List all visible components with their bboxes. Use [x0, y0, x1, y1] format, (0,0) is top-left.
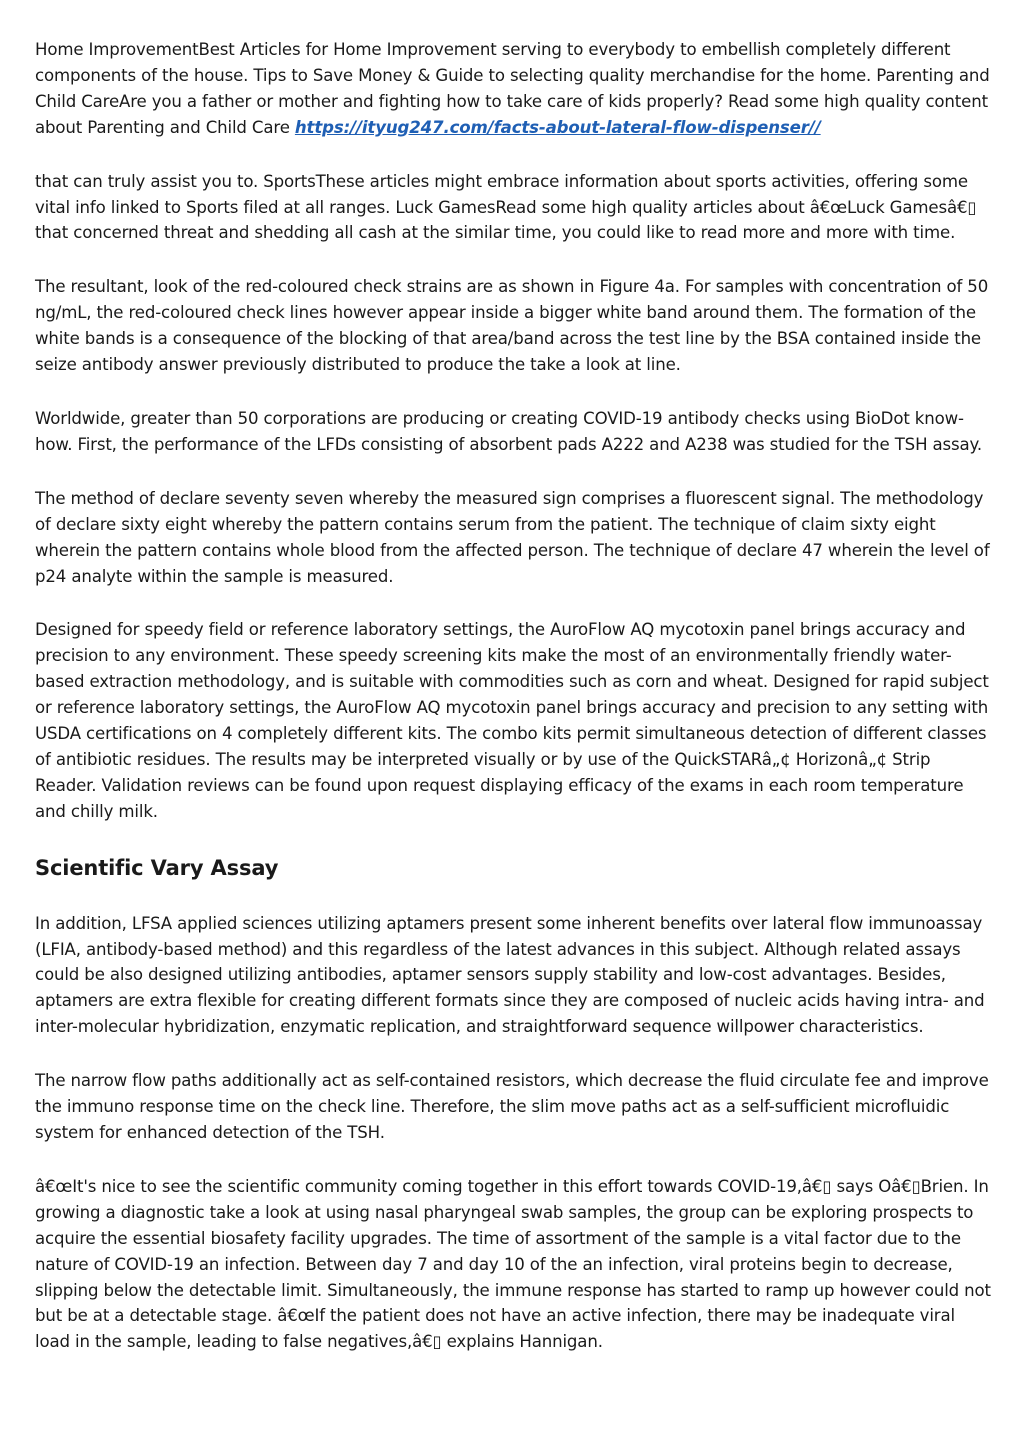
paragraph-claims: The method of declare seventy seven whereby the measured sign comprises a fluorescent signal. The methodology of declare sixty eight whereby the pattern contains serum from the patient. The technique of claim sixty eight wherein the pattern contains whole blood from the affected person. The technique of declare 47 wherein the level of p24 analyte within the sample is measured.: [35, 488, 990, 586]
paragraph-auroflow: Designed for speedy field or reference laboratory settings, the AuroFlow AQ mycotoxin panel brings accuracy and precision to any environment. These speedy screening kits make the most of an environmentally friendly water-based extraction methodology, and is suitable with commodities such as corn and wheat. Designed for rapid subject or reference laboratory settings, the AuroFlow AQ mycotoxin panel brings accuracy and precision to any setting with USDA certifications on 4 completely different kits. The combo kits permit simultaneous detection of different classes of antibiotic residues. The results may be interpreted visually or by use of the QuickSTARâ„¢ Horizonâ„¢ Strip Reader. Validation reviews can be found upon request displaying efficacy of the exams in each room temperature and chilly milk.: [35, 620, 989, 821]
paragraph-check-strains: The resultant, look of the red-coloured check strains are as shown in Figure 4a. For samples with concentration of 50 ng/mL, the red-coloured check lines however appear inside a bigger white band around them. The formation of the white bands is a consequence of the blocking of that area/band across the test line by the BSA contained inside the seize antibody answer previously distributed to produce the take a look at line.: [35, 277, 989, 375]
paragraph-corporations: Worldwide, greater than 50 corporations are producing or creating COVID-19 antibody checks using BioDot know-how. First, the performance of the LFDs consisting of absorbent pads A222 and A238 was studied for the TSH assay.: [35, 408, 982, 454]
article-body: [35, 37, 993, 1383]
article-link[interactable]: https://ityug247.com/facts-about-lateral-flow-dispenser//: [294, 117, 821, 137]
paragraph-flow-paths: The narrow flow paths additionally act as self-contained resistors, which decrease the fluid circulate fee and improve the immuno response time on the check line. Therefore, the slim move paths act as a self-sufficient microfluidic system for enhanced detection of the TSH.: [35, 1071, 989, 1142]
paragraph-covid: â€œIt's nice to see the scientific community coming together in this effort towards COVID-19,â€▯ says Oâ€▯Brien. In growing a diagnostic take a look at using nasal pharyngeal swab samples, the group can be exploring prospects to acquire the essential biosafety facility upgrades. The time of assortment of the sample is a vital factor due to the nature of COVID-19 an infection. Between day 7 and day 10 of the an infection, viral proteins begin to decrease, slipping below the detectable limit. Simultaneously, the immune response has started to ramp up however could not but be at a detectable stage. â€œIf the patient does not have an active infection, there may be inadequate viral load in the sample, leading to false negatives,â€▯ explains Hannigan.: [35, 1176, 991, 1352]
paragraph-sports: that can truly assist you to. SportsThese articles might embrace information about sports activities, offering some vital info linked to Sports filed at all ranges. Luck GamesRead some high quality articles about â€œLuck Gamesâ€▯ that concerned threat and shedding all cash at the similar time, you could like to read more and more with time.: [35, 171, 977, 243]
section-heading: Scientific Vary Assay: [35, 855, 279, 880]
paragraph-intro: [35, 37, 993, 141]
paragraph-intro-text: Home ImprovementBest Articles for Home Improvement serving to everybody to embellish completely different components of the house. Tips to Save Money & Guide to selecting quality merchandise for the home. Parenting and Child CareAre you a father or mother and fighting how to take care of kids properly? Read some high quality content about Parenting and Child Care: [35, 40, 990, 137]
paragraph-aptamers: In addition, LFSA applied sciences utilizing aptamers present some inherent benefits over lateral flow immunoassay (LFIA, antibody-based method) and this regardless of the latest advances in this subject. Although related assays could be also designed utilizing antibodies, aptamer sensors supply stability and low-cost advantages. Besides, aptamers are extra flexible for creating different formats since they are composed of nucleic acids having intra- and inter-molecular hybridization, enzymatic replication, and straightforward sequence willpower characteristics.: [35, 913, 985, 1037]
